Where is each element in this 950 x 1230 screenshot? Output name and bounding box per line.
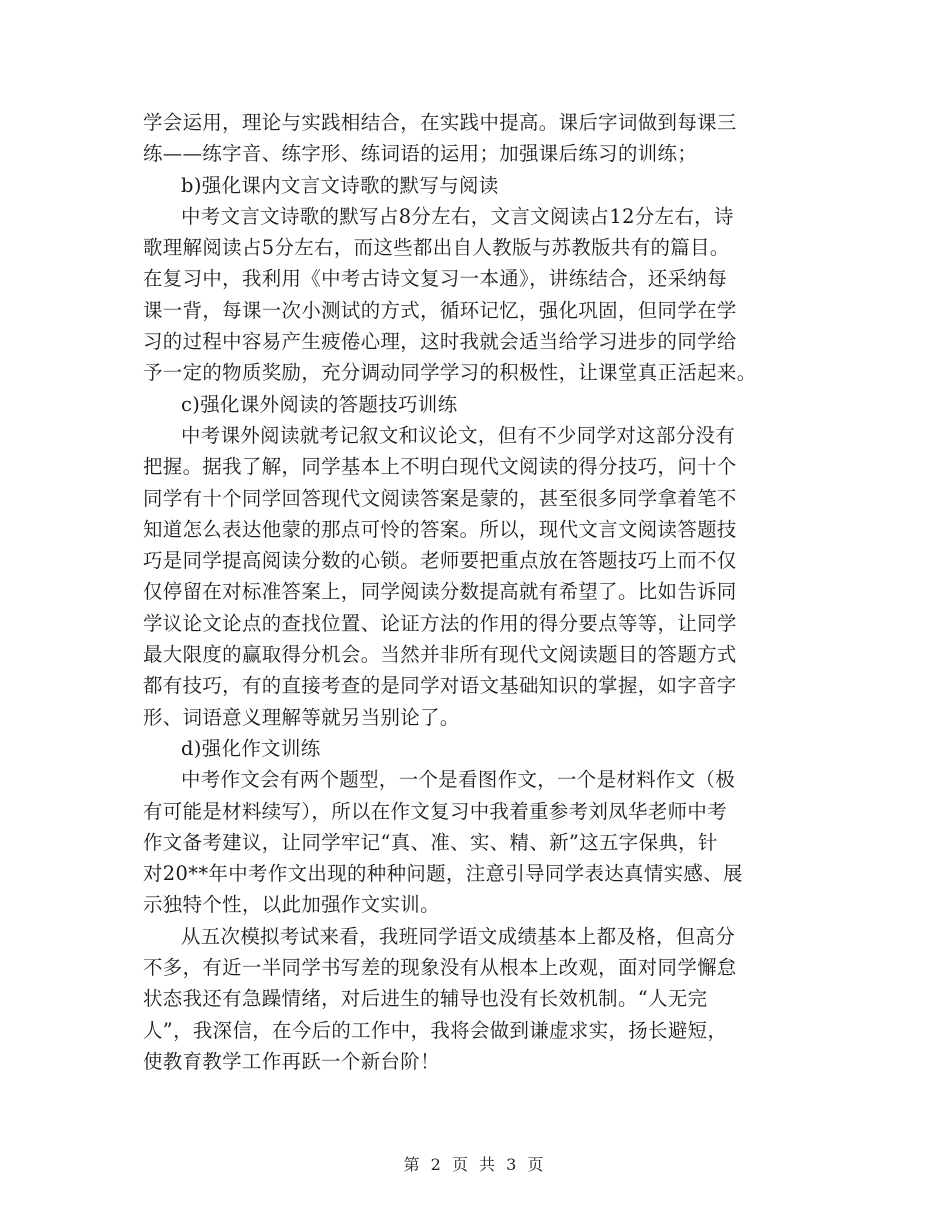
text-line: 作文备考建议，让同学牢记“真、准、实、精、新”这五字保典，针 xyxy=(143,830,718,854)
text-line: 有可能是材料续写），所以在作文复习中我着重参考刘凤华老师中考 xyxy=(143,799,728,823)
text-line: 知道怎么表达他蒙的那点可怜的答案。所以，现代文言文阅读答题技 xyxy=(143,517,737,541)
text-line: b)强化课内文言文诗歌的默写与阅读 xyxy=(181,173,499,197)
text-line: 把握。据我了解，同学基本上不明白现代文阅读的得分技巧，问十个 xyxy=(143,455,737,479)
text-line: 仅停留在对标准答案上，同学阅读分数提高就有希望了。比如告诉同 xyxy=(143,580,737,604)
text-line: 予一定的物质奖励，充分调动同学学习的积极性，让课堂真正活起来。 xyxy=(143,361,757,385)
text-line: 中考课外阅读就考记叙文和议论文，但有不少同学对这部分没有 xyxy=(181,423,736,447)
text-line: 人”，我深信，在今后的工作中，我将会做到谦虚求实，扬长避短， xyxy=(143,1018,728,1042)
text-line: 在复习中，我利用《中考古诗文复习一本通》，讲练结合，还采纳每 xyxy=(143,267,728,291)
text-line: 从五次模拟考试来看，我班同学语文成绩基本上都及格，但高分 xyxy=(181,924,736,948)
text-line: 不多，有近一半同学书写差的现象没有从根本上改观，面对同学懈怠 xyxy=(143,956,737,980)
text-line: 练——练字音、练字形、练词语的运用；加强课后练习的训练； xyxy=(143,142,698,166)
text-line: 学会运用，理论与实践相结合，在实践中提高。课后字词做到每课三 xyxy=(143,111,737,134)
text-line: 中考文言文诗歌的默写占8分左右，文言文阅读占12分左右，诗 xyxy=(181,204,734,228)
text-line: 巧是同学提高阅读分数的心锁。老师要把重点放在答题技巧上而不仅 xyxy=(143,549,737,573)
text-line: 形、词语意义理解等就另当别论了。 xyxy=(143,705,460,729)
text-line: 习的过程中容易产生疲倦心理，这时我就会适当给学习进步的同学给 xyxy=(143,330,737,354)
text-line: 学议论文论点的查找位置、论证方法的作用的得分要点等等，让同学 xyxy=(143,611,737,635)
text-line: 使教育教学工作再跃一个新台阶！ xyxy=(143,1049,440,1073)
text-line: 同学有十个同学回答现代文阅读答案是蒙的，甚至很多同学拿着笔不 xyxy=(143,486,737,510)
text-line: 都有技巧，有的直接考查的是同学对语文基础知识的掌握，如字音字 xyxy=(143,674,737,698)
document-body xyxy=(143,107,803,1077)
text-line: 课一背，每课一次小测试的方式，循环记忆，强化巩固，但同学在学 xyxy=(143,298,737,322)
text-line: 对20**年中考作文出现的种种问题，注意引导同学表达真情实感、展 xyxy=(143,862,743,886)
text-line: 歌理解阅读占5分左右，而这些都出自人教版与苏教版共有的篇目。 xyxy=(143,236,730,260)
text-line: c)强化课外阅读的答题技巧训练 xyxy=(181,392,458,416)
text-line: 状态我还有急躁情绪，对后进生的辅导也没有长效机制。“人无完 xyxy=(143,987,708,1011)
text-line: d)强化作文训练 xyxy=(181,736,321,760)
text-line: 中考作文会有两个题型，一个是看图作文，一个是材料作文（极 xyxy=(181,768,736,792)
text-line: 最大限度的赢取得分机会。当然并非所有现代文阅读题目的答题方式 xyxy=(143,643,737,667)
page-footer: 第 2 页 共 3 页 xyxy=(403,1155,547,1174)
text-line: 示独特个性，以此加强作文实训。 xyxy=(143,893,440,917)
